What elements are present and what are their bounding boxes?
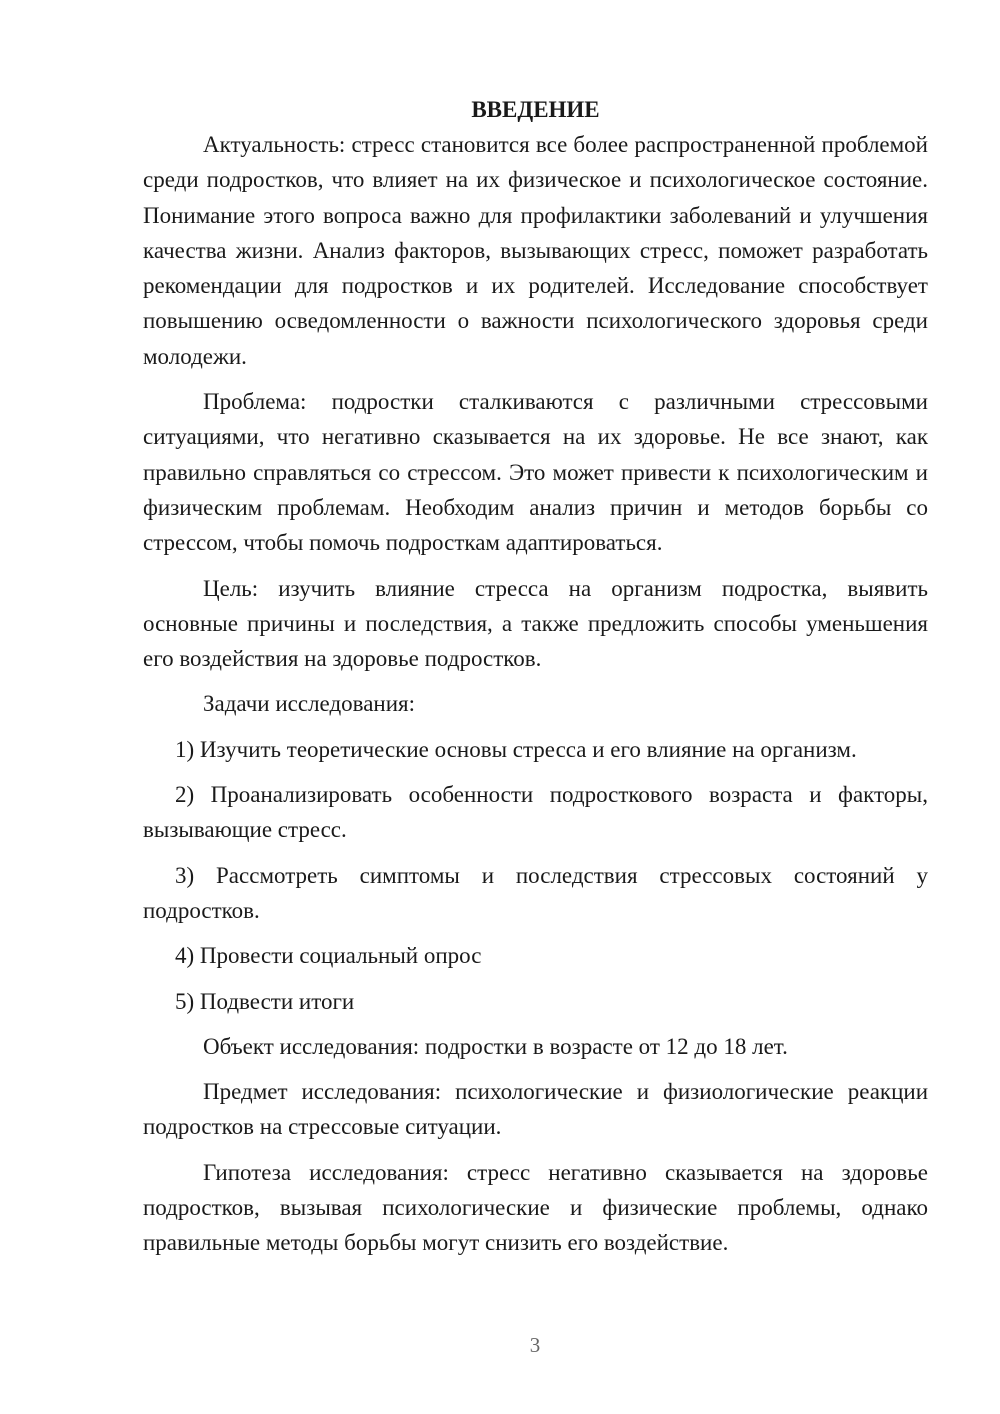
task-item-1: 1) Изучить теоретические основы стресса и его влияние на организм. xyxy=(175,736,857,762)
paragraph-hypothesis: Гипотеза исследования: стресс негативно сказывается на здоровье подростков, вызывая психологические и физические проблемы, однако правильные методы борьбы могут снизить его воздействие. xyxy=(143,1159,928,1256)
paragraph-relevance: Актуальность: стресс становится все более распространенной проблемой среди подростков, что влияет на их физическое и психологическое состояние. Понимание этого вопроса важно для профилактики заболеваний и улучшения качества жизни. Анализ факторов, вызывающих стресс, поможет разработать рекомендации для подростков и их родителей. Исследование способствует повышению осведомленности о важности психологического здоровья среди молодежи. xyxy=(143,132,928,369)
tasks-heading: Задачи исследования: xyxy=(203,691,416,717)
paragraph-problem: Проблема: подростки сталкиваются с различными стрессовыми ситуациями, что негативно сказывается на их здоровье. Не все знают, как правильно справляться со стрессом. Это может привести к психологическим и физическим проблемам. Необходим анализ причин и методов борьбы со стрессом, чтобы помочь подросткам адаптироваться. xyxy=(143,389,928,556)
page-title: ВВЕДЕНИЕ xyxy=(471,97,600,122)
document-page xyxy=(143,92,928,1271)
task-item-4: 4) Провести социальный опрос xyxy=(175,943,482,969)
paragraph-object: Объект исследования: подростки в возрасте от 12 до 18 лет. xyxy=(203,1033,788,1059)
paragraph-goal: Цель: изучить влияние стресса на организм подростка, выявить основные причины и последствия, а также предложить способы уменьшения его воздействия на здоровье подростков. xyxy=(143,575,928,672)
task-item-3: 3) Рассмотреть симптомы и последствия стрессовых состояний у подростков. xyxy=(143,862,928,923)
paragraph-subject: Предмет исследования: психологические и физиологические реакции подростков на стрессовые ситуации. xyxy=(143,1079,928,1140)
page-number: 3 xyxy=(529,1333,541,1357)
task-item-5: 5) Подвести итоги xyxy=(175,988,355,1014)
task-item-2: 2) Проанализировать особенности подросткового возраста и факторы, вызывающие стресс. xyxy=(143,782,928,843)
